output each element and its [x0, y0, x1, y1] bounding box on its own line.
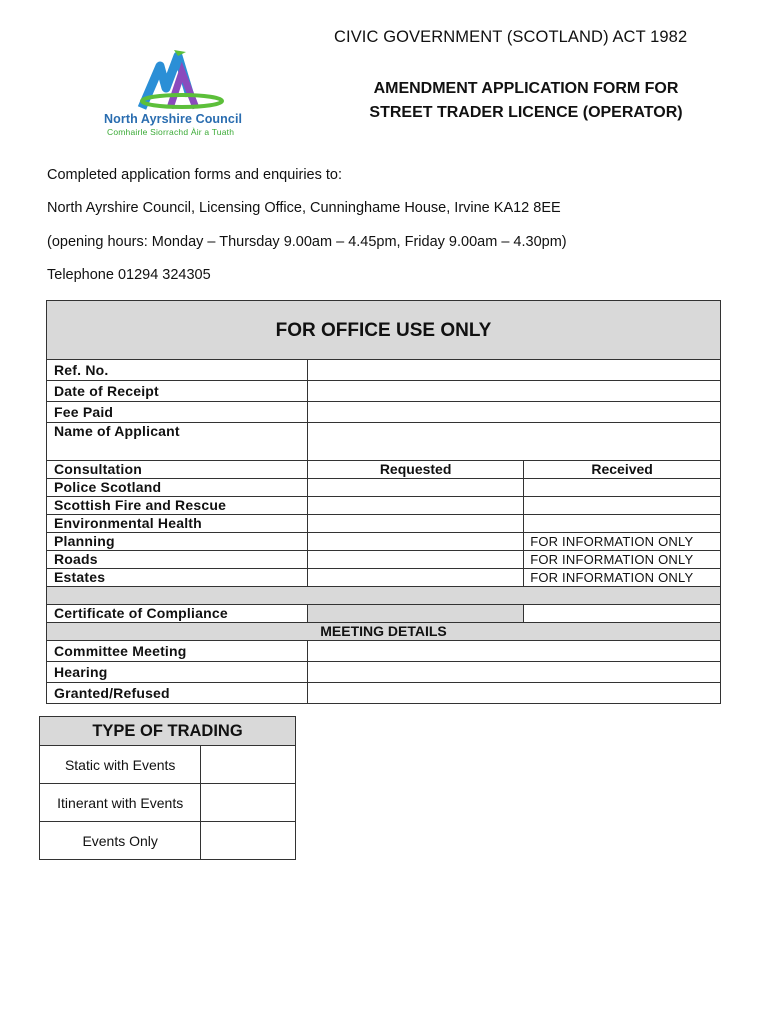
certificate-received-field[interactable] [524, 605, 721, 623]
name-of-applicant-label: Name of Applicant [47, 423, 308, 461]
granted-refused-label: Granted/Refused [47, 683, 308, 704]
logo-council-name: North Ayrshire Council [104, 112, 243, 126]
granted-refused-field[interactable] [308, 683, 721, 704]
certificate-requested-cell [308, 605, 524, 623]
ref-no-field[interactable] [308, 360, 721, 381]
fee-paid-label: Fee Paid [47, 402, 308, 423]
intro-opening-hours: (opening hours: Monday – Thursday 9.00am – 4.45pm, Friday 9.00am – 4.30pm) [47, 234, 567, 250]
date-of-receipt-field[interactable] [308, 381, 721, 402]
intro-line-1: Completed application forms and enquiries to: [47, 167, 342, 183]
type-of-trading-table [39, 716, 296, 860]
intro-telephone: Telephone 01294 324305 [47, 267, 211, 283]
form-title [340, 77, 712, 125]
date-of-receipt-label: Date of Receipt [47, 381, 308, 402]
police-scotland-label: Police Scotland [47, 479, 308, 497]
form-title-line-2: STREET TRADER LICENCE (OPERATOR) [369, 104, 683, 121]
certificate-of-compliance-label: Certificate of Compliance [47, 605, 308, 623]
meeting-details-heading: MEETING DETAILS [47, 623, 721, 641]
committee-meeting-field[interactable] [308, 641, 721, 662]
form-title-line-1: AMENDMENT APPLICATION FORM FOR [373, 80, 679, 97]
police-received-field[interactable] [524, 479, 721, 497]
spacer-row [47, 587, 721, 605]
name-of-applicant-field[interactable] [308, 423, 721, 461]
env-health-received-field[interactable] [524, 515, 721, 533]
itinerant-with-events-checkbox[interactable] [201, 784, 296, 822]
police-requested-field[interactable] [308, 479, 524, 497]
events-only-label: Events Only [40, 822, 201, 860]
roads-label: Roads [47, 551, 308, 569]
planning-requested-field[interactable] [308, 533, 524, 551]
received-header: Received [524, 461, 721, 479]
type-of-trading-heading: TYPE OF TRADING [40, 717, 296, 746]
office-use-table [46, 300, 721, 704]
fire-rescue-label: Scottish Fire and Rescue [47, 497, 308, 515]
consultation-label: Consultation [47, 461, 308, 479]
estates-requested-field[interactable] [308, 569, 524, 587]
roads-info-only: FOR INFORMATION ONLY [524, 551, 721, 569]
act-title: CIVIC GOVERNMENT (SCOTLAND) ACT 1982 [334, 28, 688, 46]
logo-gaelic-name: Comhairle Siorrachd Àir a Tuath [107, 127, 235, 137]
estates-label: Estates [47, 569, 308, 587]
events-only-checkbox[interactable] [201, 822, 296, 860]
ref-no-label: Ref. No. [47, 360, 308, 381]
planning-label: Planning [47, 533, 308, 551]
estates-info-only: FOR INFORMATION ONLY [524, 569, 721, 587]
office-use-heading: FOR OFFICE USE ONLY [47, 301, 721, 360]
itinerant-with-events-label: Itinerant with Events [40, 784, 201, 822]
committee-meeting-label: Committee Meeting [47, 641, 308, 662]
fire-received-field[interactable] [524, 497, 721, 515]
fire-requested-field[interactable] [308, 497, 524, 515]
static-with-events-label: Static with Events [40, 746, 201, 784]
requested-header: Requested [308, 461, 524, 479]
hearing-label: Hearing [47, 662, 308, 683]
intro-address: North Ayrshire Council, Licensing Office, Cunninghame House, Irvine KA12 8EE [47, 200, 561, 216]
hearing-field[interactable] [308, 662, 721, 683]
planning-info-only: FOR INFORMATION ONLY [524, 533, 721, 551]
env-health-requested-field[interactable] [308, 515, 524, 533]
fee-paid-field[interactable] [308, 402, 721, 423]
environmental-health-label: Environmental Health [47, 515, 308, 533]
roads-requested-field[interactable] [308, 551, 524, 569]
static-with-events-checkbox[interactable] [201, 746, 296, 784]
